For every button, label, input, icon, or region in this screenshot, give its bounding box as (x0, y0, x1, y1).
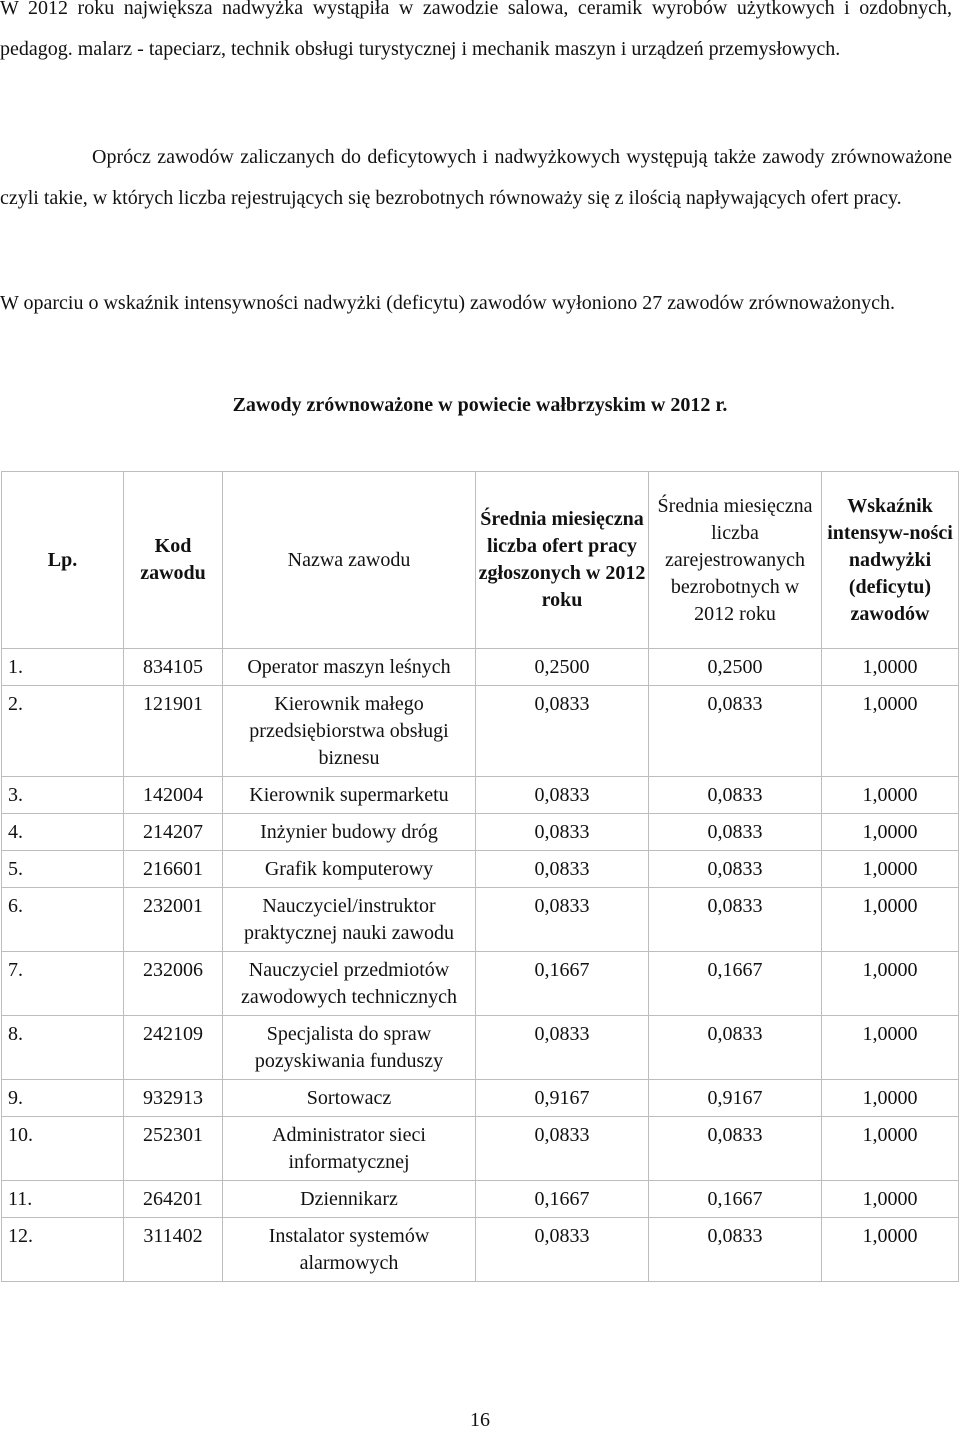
cell-kod: 932913 (124, 1080, 223, 1117)
cell-kod: 232006 (124, 952, 223, 1016)
cell-bezrobotni: 0,0833 (649, 686, 822, 777)
cell-nazwa: Kierownik supermarketu (223, 777, 476, 814)
header-nazwa: Nazwa zawodu (223, 472, 476, 649)
cell-lp: 1. (2, 649, 124, 686)
header-oferty: Średnia miesięczna liczba ofert pracy zgłoszonych w 2012 roku (476, 472, 649, 649)
cell-oferty: 0,1667 (476, 952, 649, 1016)
cell-bezrobotni: 0,0833 (649, 1218, 822, 1282)
table-row (2, 686, 959, 777)
table-row (2, 888, 959, 952)
table-row (2, 1016, 959, 1080)
cell-bezrobotni: 0,9167 (649, 1080, 822, 1117)
cell-bezrobotni: 0,0833 (649, 888, 822, 952)
cell-oferty: 0,0833 (476, 888, 649, 952)
table-header-row (2, 472, 959, 649)
cell-kod: 252301 (124, 1117, 223, 1181)
cell-oferty: 0,2500 (476, 649, 649, 686)
cell-kod: 232001 (124, 888, 223, 952)
cell-nazwa: Inżynier budowy dróg (223, 814, 476, 851)
page-number: 16 (470, 1409, 490, 1431)
header-bezrobotni: Średnia miesięczna liczba zarejestrowanych bezrobotnych w 2012 roku (649, 472, 822, 649)
cell-kod: 834105 (124, 649, 223, 686)
cell-bezrobotni: 0,0833 (649, 1016, 822, 1080)
cell-kod: 121901 (124, 686, 223, 777)
cell-oferty: 0,0833 (476, 777, 649, 814)
cell-bezrobotni: 0,1667 (649, 952, 822, 1016)
cell-oferty: 0,0833 (476, 1117, 649, 1181)
cell-nazwa: Nauczyciel/instruktor praktycznej nauki zawodu (223, 888, 476, 952)
cell-wskaznik: 1,0000 (822, 851, 959, 888)
cell-kod: 264201 (124, 1181, 223, 1218)
cell-kod: 214207 (124, 814, 223, 851)
cell-lp: 7. (2, 952, 124, 1016)
table-row (2, 1117, 959, 1181)
cell-lp: 12. (2, 1218, 124, 1282)
cell-oferty: 0,0833 (476, 1218, 649, 1282)
cell-wskaznik: 1,0000 (822, 686, 959, 777)
cell-wskaznik: 1,0000 (822, 814, 959, 851)
header-lp: Lp. (2, 472, 124, 649)
table-row (2, 1218, 959, 1282)
paragraph-balanced-intro: Oprócz zawodów zaliczanych do deficytowych i nadwyżkowych występują także zawody zrównoważone czyli takie, w których liczba rejestrujących się bezrobotnych równoważy się z ilością napływających ofert pracy. (0, 146, 952, 209)
cell-lp: 5. (2, 851, 124, 888)
cell-wskaznik: 1,0000 (822, 1181, 959, 1218)
cell-kod: 242109 (124, 1016, 223, 1080)
cell-nazwa: Specjalista do spraw pozyskiwania funduszy (223, 1016, 476, 1080)
cell-wskaznik: 1,0000 (822, 1117, 959, 1181)
table-row (2, 777, 959, 814)
cell-wskaznik: 1,0000 (822, 952, 959, 1016)
table-caption: Zawody zrównoważone w powiecie wałbrzyskim w 2012 r. (232, 394, 728, 416)
cell-bezrobotni: 0,1667 (649, 1181, 822, 1218)
cell-nazwa: Grafik komputerowy (223, 851, 476, 888)
cell-nazwa: Nauczyciel przedmiotów zawodowych technicznych (223, 952, 476, 1016)
cell-oferty: 0,1667 (476, 1181, 649, 1218)
cell-nazwa: Operator maszyn leśnych (223, 649, 476, 686)
table-row (2, 952, 959, 1016)
cell-nazwa: Dziennikarz (223, 1181, 476, 1218)
table-row (2, 649, 959, 686)
cell-lp: 9. (2, 1080, 124, 1117)
table-row (2, 1080, 959, 1117)
cell-wskaznik: 1,0000 (822, 1218, 959, 1282)
cell-bezrobotni: 0,0833 (649, 777, 822, 814)
cell-lp: 10. (2, 1117, 124, 1181)
cell-oferty: 0,0833 (476, 851, 649, 888)
cell-kod: 216601 (124, 851, 223, 888)
cell-nazwa: Instalator systemów alarmowych (223, 1218, 476, 1282)
cell-oferty: 0,0833 (476, 814, 649, 851)
cell-oferty: 0,0833 (476, 686, 649, 777)
cell-oferty: 0,0833 (476, 1016, 649, 1080)
cell-lp: 11. (2, 1181, 124, 1218)
cell-wskaznik: 1,0000 (822, 1016, 959, 1080)
paragraph-balanced-count: W oparciu o wskaźnik intensywności nadwyżki (deficytu) zawodów wyłoniono 27 zawodów zrównoważonych. (0, 292, 895, 314)
cell-lp: 4. (2, 814, 124, 851)
cell-wskaznik: 1,0000 (822, 649, 959, 686)
cell-bezrobotni: 0,2500 (649, 649, 822, 686)
cell-kod: 311402 (124, 1218, 223, 1282)
cell-wskaznik: 1,0000 (822, 1080, 959, 1117)
header-wskaznik: Wskaźnik intensyw-ności nadwyżki (deficytu) zawodów (822, 472, 959, 649)
cell-wskaznik: 1,0000 (822, 777, 959, 814)
header-kod: Kod zawodu (124, 472, 223, 649)
cell-kod: 142004 (124, 777, 223, 814)
cell-nazwa: Kierownik małego przedsiębiorstwa obsługi biznesu (223, 686, 476, 777)
table-row (2, 851, 959, 888)
paragraph-surplus: W 2012 roku największa nadwyżka wystąpiła w zawodzie salowa, ceramik wyrobów użytkowych i ozdobnych, pedagog. malarz - tapeciarz, technik obsługi turystycznej i mechanik maszyn i urządzeń przemysłowych. (0, 0, 952, 60)
cell-oferty: 0,9167 (476, 1080, 649, 1117)
cell-lp: 8. (2, 1016, 124, 1080)
table-row (2, 1181, 959, 1218)
cell-bezrobotni: 0,0833 (649, 814, 822, 851)
cell-lp: 3. (2, 777, 124, 814)
balanced-occupations-table (1, 471, 959, 1282)
table-row (2, 814, 959, 851)
cell-bezrobotni: 0,0833 (649, 851, 822, 888)
cell-nazwa: Sortowacz (223, 1080, 476, 1117)
cell-lp: 6. (2, 888, 124, 952)
cell-bezrobotni: 0,0833 (649, 1117, 822, 1181)
cell-lp: 2. (2, 686, 124, 777)
cell-wskaznik: 1,0000 (822, 888, 959, 952)
cell-nazwa: Administrator sieci informatycznej (223, 1117, 476, 1181)
